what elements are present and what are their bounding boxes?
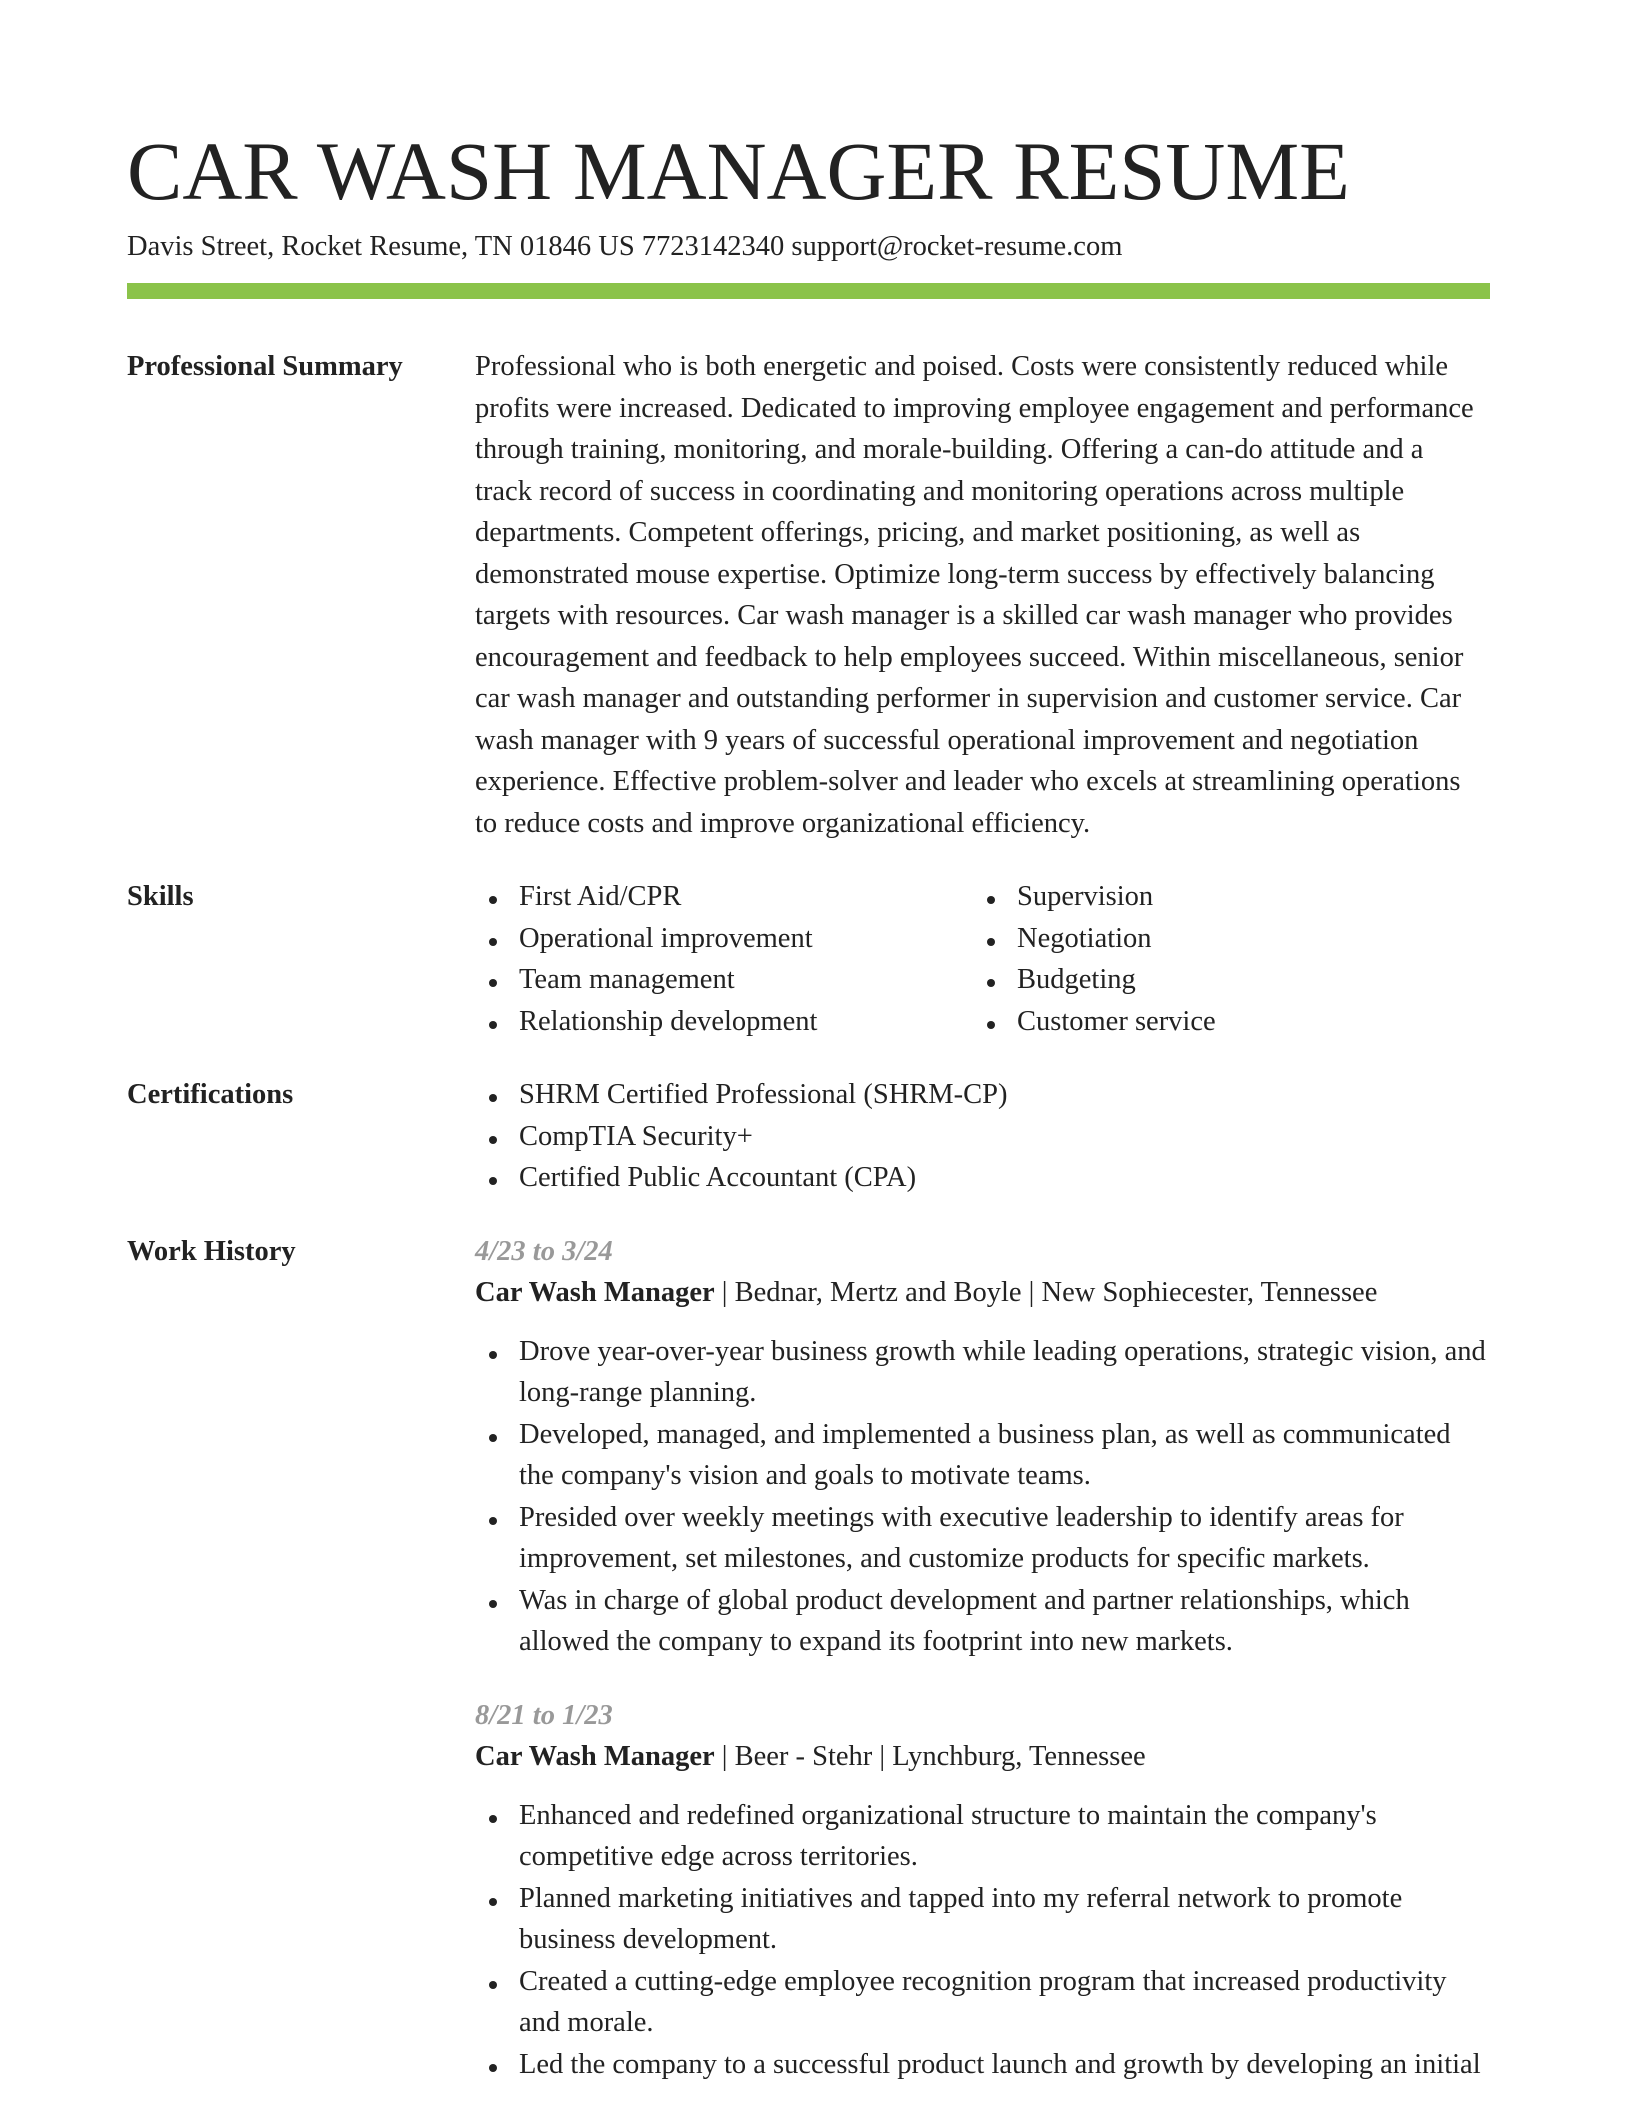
skill-item: Team management: [475, 959, 973, 1001]
summary-text: Professional who is both energetic and poised. Costs were consistently reduced while profits were increased. Dedicated to improving employee engagement and performance through training, monitoring, and morale-building. Offering a can-do attitude and a track record of success in coordinating and monitoring operations across multiple departments. Competent offerings, pricing, and market positioning, as well as demonstrated mouse expertise. Optimize long-term success by effectively balancing targets with resources. Car wash manager is a skilled car wash manager who provides encouragement and feedback to help employees succeed. Within miscellaneous, senior car wash manager and outstanding performer in supervision and customer service. Car wash manager with 9 years of successful operational improvement and negotiation experience. Effective problem-solver and leader who excels at streamlining operations to reduce costs and improve organizational efficiency.: [475, 351, 1474, 839]
section-label: Work History: [127, 1235, 296, 1267]
job-bullet: Enhanced and redefined organizational structure to maintain the company's competitive edge across territories.: [475, 1795, 1489, 1878]
section-skills: [127, 876, 1632, 1042]
separator: |: [721, 1741, 728, 1772]
skill-item: Customer service: [973, 1001, 1489, 1043]
certification-item: CompTIA Security+: [475, 1116, 1489, 1158]
skill-item: Operational improvement: [475, 918, 973, 960]
job-bullet: Created a cutting-edge employee recognition program that increased productivity and morale.: [475, 1961, 1489, 2044]
job-company: Beer - Stehr: [734, 1741, 873, 1772]
job-bullet: Drove year-over-year business growth while leading operations, strategic vision, and long-range planning.: [475, 1331, 1489, 1414]
skills-list: [475, 876, 1489, 1042]
separator: |: [879, 1741, 886, 1772]
job-heading: [475, 1272, 1489, 1314]
skill-item: First Aid/CPR: [475, 876, 973, 918]
job-heading: [475, 1736, 1489, 1778]
section-work-history: [127, 1231, 1632, 2086]
certification-item: SHRM Certified Professional (SHRM-CP): [475, 1074, 1489, 1116]
section-label: Professional Summary: [127, 351, 403, 382]
contact-line: [127, 226, 1632, 268]
job-bullets: [475, 1795, 1489, 2086]
section-professional-summary: [127, 346, 1632, 844]
job-dates: 4/23 to 3/24: [475, 1235, 613, 1267]
skill-item: Relationship development: [475, 1001, 973, 1043]
job-entry: [475, 1231, 1489, 1663]
separator: |: [721, 1277, 728, 1308]
job-company: Bednar, Mertz and Boyle: [734, 1277, 1022, 1308]
job-entry: [475, 1695, 1489, 2086]
contact-phone: 7723142340: [641, 231, 785, 262]
work-history-list: [475, 1231, 1489, 2086]
skill-item: Budgeting: [973, 959, 1489, 1001]
accent-divider: [127, 283, 1490, 299]
separator: |: [1028, 1277, 1035, 1308]
job-bullet: Was in charge of global product development and partner relationships, which allowed the company to expand its footprint into new markets.: [475, 1580, 1489, 1663]
job-bullet: Planned marketing initiatives and tapped into my referral network to promote business development.: [475, 1878, 1489, 1961]
job-bullet: Presided over weekly meetings with executive leadership to identify areas for improvement, set milestones, and customize products for specific markets.: [475, 1497, 1489, 1580]
section-label: Certifications: [127, 1079, 294, 1110]
job-bullet: Developed, managed, and implemented a business plan, as well as communicated the company's vision and goals to motivate teams.: [475, 1414, 1489, 1497]
job-dates: 8/21 to 1/23: [475, 1699, 613, 1731]
job-bullets: [475, 1331, 1489, 1663]
job-bullet: Led the company to a successful product launch and growth by developing an initial: [475, 2044, 1489, 2086]
section-label: Skills: [127, 881, 194, 912]
job-title: Car Wash Manager: [475, 1277, 715, 1308]
section-certifications: [127, 1074, 1632, 1199]
job-title: Car Wash Manager: [475, 1741, 715, 1772]
job-location: Lynchburg, Tennessee: [892, 1741, 1146, 1772]
job-location: New Sophiecester, Tennessee: [1041, 1277, 1378, 1308]
skill-item: Supervision: [973, 876, 1489, 918]
certification-item: Certified Public Accountant (CPA): [475, 1157, 1489, 1199]
skill-item: Negotiation: [973, 918, 1489, 960]
contact-email: support@rocket-resume.com: [791, 231, 1123, 262]
contact-address: Davis Street, Rocket Resume, TN 01846 US: [127, 231, 635, 262]
resume-title: CAR WASH MANAGER RESUME: [127, 125, 1350, 217]
certifications-list: [475, 1074, 1489, 1199]
